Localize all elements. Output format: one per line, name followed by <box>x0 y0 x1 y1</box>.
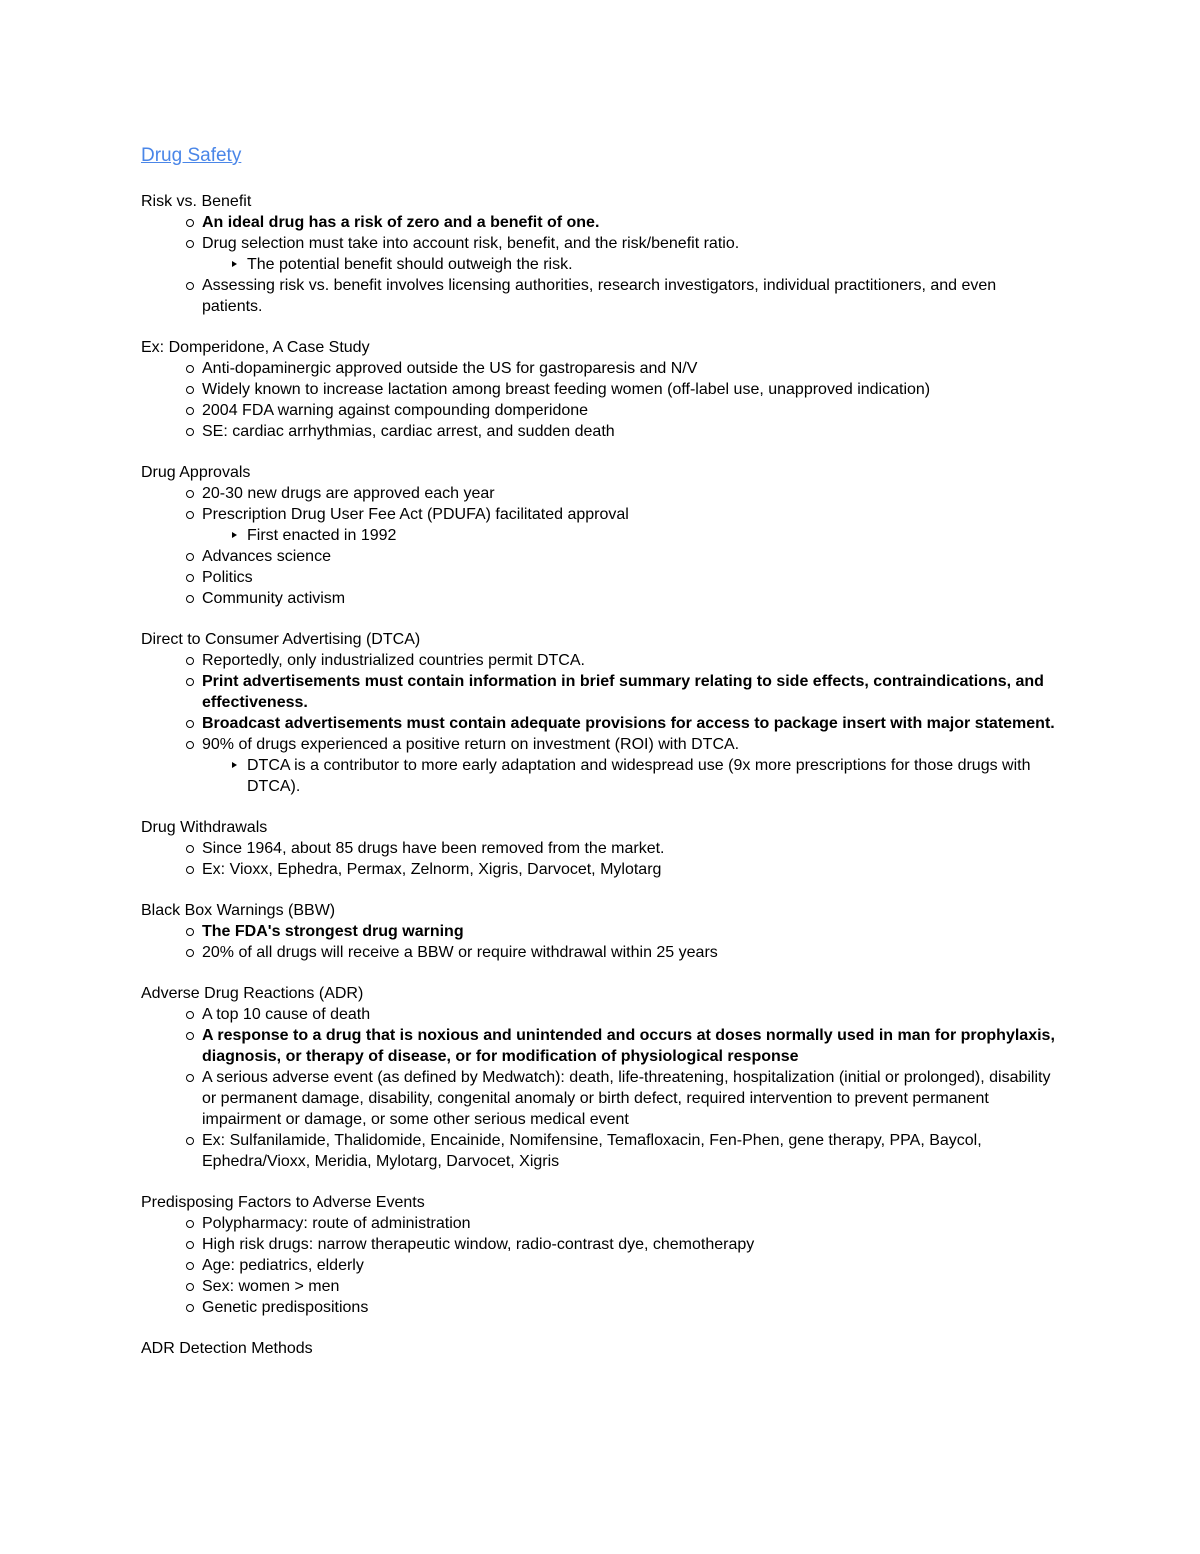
bullet-item: Reportedly, only industrialized countries permit DTCA. <box>141 650 1061 671</box>
section-heading: ADR Detection Methods <box>141 1340 313 1357</box>
bullet-item: Drug selection must take into account risk, benefit, and the risk/benefit ratio. <box>141 233 1061 254</box>
page-title[interactable]: Drug Safety <box>141 145 242 166</box>
section <box>141 1192 1061 1318</box>
bullet-item: Advances science <box>141 546 1061 567</box>
section-heading: Predisposing Factors to Adverse Events <box>141 1194 425 1211</box>
bullet-item: Ex: Vioxx, Ephedra, Permax, Zelnorm, Xigris, Darvocet, Mylotarg <box>141 859 1061 880</box>
bullet-item: High risk drugs: narrow therapeutic window, radio-contrast dye, chemotherapy <box>141 1234 1061 1255</box>
section-heading: Ex: Domperidone, A Case Study <box>141 339 370 356</box>
section <box>141 900 1061 963</box>
bullet-item: A response to a drug that is noxious and unintended and occurs at doses normally used in man for prophylaxis, diagnosis, or therapy of disease, or for modification of physiological response <box>141 1025 1061 1067</box>
bullet-list <box>141 212 1061 317</box>
bullet-item: Since 1964, about 85 drugs have been removed from the market. <box>141 838 1061 859</box>
section-heading: Adverse Drug Reactions (ADR) <box>141 985 364 1002</box>
bullet-item: Broadcast advertisements must contain adequate provisions for access to package insert with major statement. <box>141 713 1061 734</box>
bullet-item: 2004 FDA warning against compounding domperidone <box>141 400 1061 421</box>
sections-container <box>141 191 1061 1359</box>
bullet-item: Ex: Sulfanilamide, Thalidomide, Encainide, Nomifensine, Temafloxacin, Fen-Phen, gene therapy, PPA, Baycol, Ephedra/Vioxx, Meridia, Mylotarg, Darvocet, Xigris <box>141 1130 1061 1172</box>
bullet-item: Sex: women > men <box>141 1276 1061 1297</box>
section <box>141 337 1061 442</box>
bullet-item: 20% of all drugs will receive a BBW or require withdrawal within 25 years <box>141 942 1061 963</box>
bullet-item: Age: pediatrics, elderly <box>141 1255 1061 1276</box>
section <box>141 983 1061 1172</box>
document-content <box>141 143 1061 1379</box>
section <box>141 462 1061 609</box>
bullet-item: An ideal drug has a risk of zero and a benefit of one. <box>141 212 1061 233</box>
bullet-item: Print advertisements must contain information in brief summary relating to side effects, contraindications, and effectiveness. <box>141 671 1061 713</box>
section <box>141 1338 1061 1359</box>
section-heading: Drug Withdrawals <box>141 819 268 836</box>
bullet-list <box>141 650 1061 797</box>
section-heading: Black Box Warnings (BBW) <box>141 902 336 919</box>
bullet-item: 90% of drugs experienced a positive return on investment (ROI) with DTCA. <box>141 734 1061 755</box>
bullet-item: The FDA's strongest drug warning <box>141 921 1061 942</box>
sub-bullet-item: The potential benefit should outweigh the risk. <box>141 254 1061 275</box>
section-heading: Risk vs. Benefit <box>141 193 252 210</box>
sub-bullet-item: DTCA is a contributor to more early adaptation and widespread use (9x more prescriptions for those drugs with DTCA). <box>141 755 1061 797</box>
section <box>141 817 1061 880</box>
bullet-list <box>141 838 1061 880</box>
section-heading: Direct to Consumer Advertising (DTCA) <box>141 631 421 648</box>
bullet-list <box>141 1213 1061 1318</box>
bullet-item: SE: cardiac arrhythmias, cardiac arrest, and sudden death <box>141 421 1061 442</box>
bullet-list <box>141 358 1061 442</box>
bullet-item: Politics <box>141 567 1061 588</box>
bullet-list <box>141 921 1061 963</box>
bullet-item: Assessing risk vs. benefit involves licensing authorities, research investigators, individual practitioners, and even patients. <box>141 275 1061 317</box>
section <box>141 191 1061 317</box>
bullet-item: Widely known to increase lactation among breast feeding women (off-label use, unapproved indication) <box>141 379 1061 400</box>
bullet-item: Genetic predispositions <box>141 1297 1061 1318</box>
sub-bullet-item: First enacted in 1992 <box>141 525 1061 546</box>
bullet-item: Polypharmacy: route of administration <box>141 1213 1061 1234</box>
bullet-item: 20-30 new drugs are approved each year <box>141 483 1061 504</box>
section <box>141 629 1061 797</box>
bullet-list <box>141 1004 1061 1172</box>
section-heading: Drug Approvals <box>141 464 251 481</box>
bullet-item: Prescription Drug User Fee Act (PDUFA) facilitated approval <box>141 504 1061 525</box>
bullet-list <box>141 483 1061 609</box>
bullet-item: A top 10 cause of death <box>141 1004 1061 1025</box>
bullet-item: Community activism <box>141 588 1061 609</box>
bullet-item: A serious adverse event (as defined by Medwatch): death, life-threatening, hospitalization (initial or prolonged), disability or permanent damage, disability, congenital anomaly or birth defect, required intervention to prevent permanent impairment or damage, or some other serious medical event <box>141 1067 1061 1130</box>
bullet-item: Anti-dopaminergic approved outside the US for gastroparesis and N/V <box>141 358 1061 379</box>
